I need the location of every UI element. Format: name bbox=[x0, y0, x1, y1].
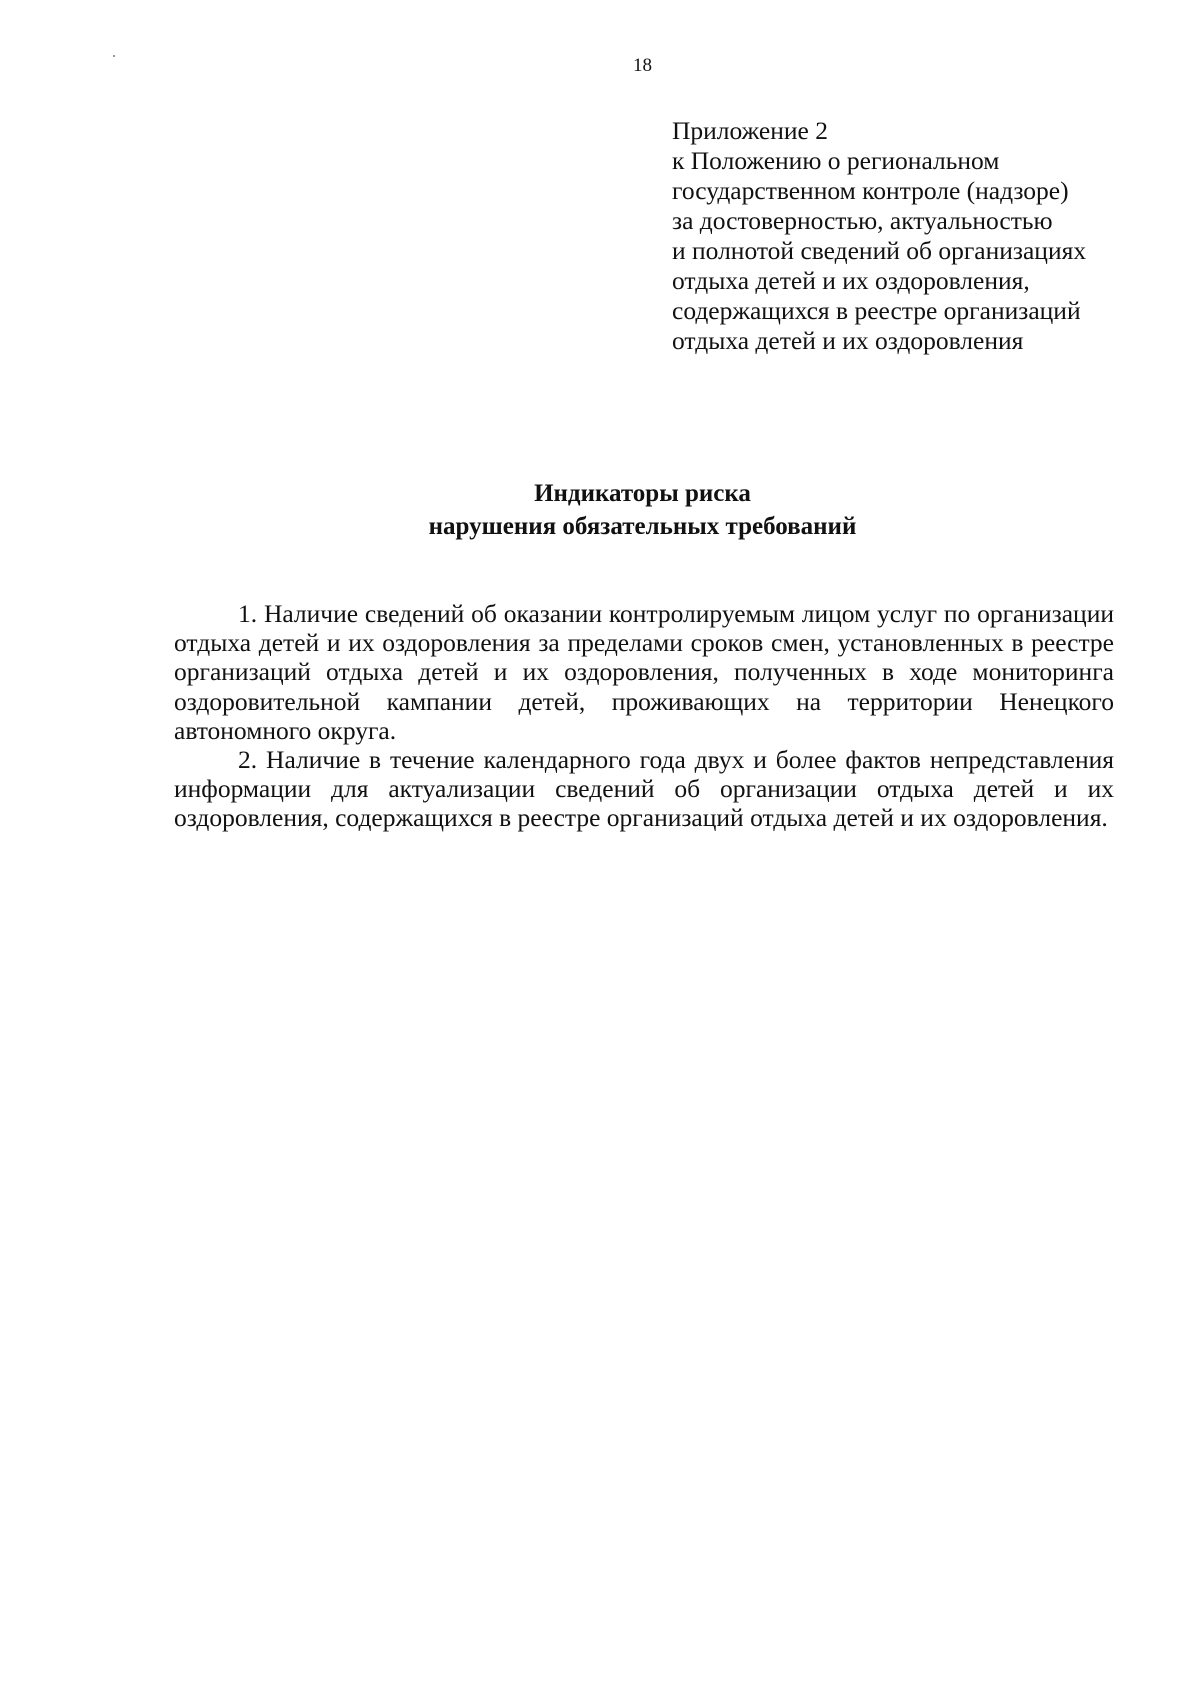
title-line-1: Индикаторы риска bbox=[534, 480, 751, 507]
appendix-line: содержащихся в реестре организаций bbox=[672, 296, 1081, 325]
appendix-line: Приложение 2 bbox=[672, 116, 828, 145]
risk-indicator-item-1: 1. Наличие сведений об оказании контролируемым лицом услуг по организации отдыха детей и их оздоровления за пределами сроков смен, установленных в реестре организаций отдыха детей и их оздоровления, полученных в ходе мониторинга оздоровительной кампании детей, проживающих на территории Ненецкого автономного округа. bbox=[174, 599, 1114, 745]
appendix-line: отдыха детей и их оздоровления bbox=[672, 326, 1024, 355]
document-body bbox=[174, 599, 1114, 833]
page-number: 18 bbox=[633, 55, 652, 76]
risk-indicator-item-2: 2. Наличие в течение календарного года двух и более фактов непредставления информации для актуализации сведений об организации отдыха детей и их оздоровления, содержащихся в реестре организаций отдыха детей и их оздоровления. bbox=[174, 745, 1114, 833]
appendix-line: отдыха детей и их оздоровления, bbox=[672, 266, 1030, 295]
appendix-line: за достоверностью, актуальностью bbox=[672, 206, 1053, 235]
document-title bbox=[0, 477, 1200, 543]
title-line-2: нарушения обязательных требований bbox=[428, 513, 857, 540]
appendix-line: к Положению о региональном bbox=[672, 146, 1000, 175]
appendix-header bbox=[672, 116, 1132, 356]
appendix-line: государственном контроле (надзоре) bbox=[672, 176, 1069, 205]
appendix-line: и полнотой сведений об организациях bbox=[672, 236, 1087, 265]
